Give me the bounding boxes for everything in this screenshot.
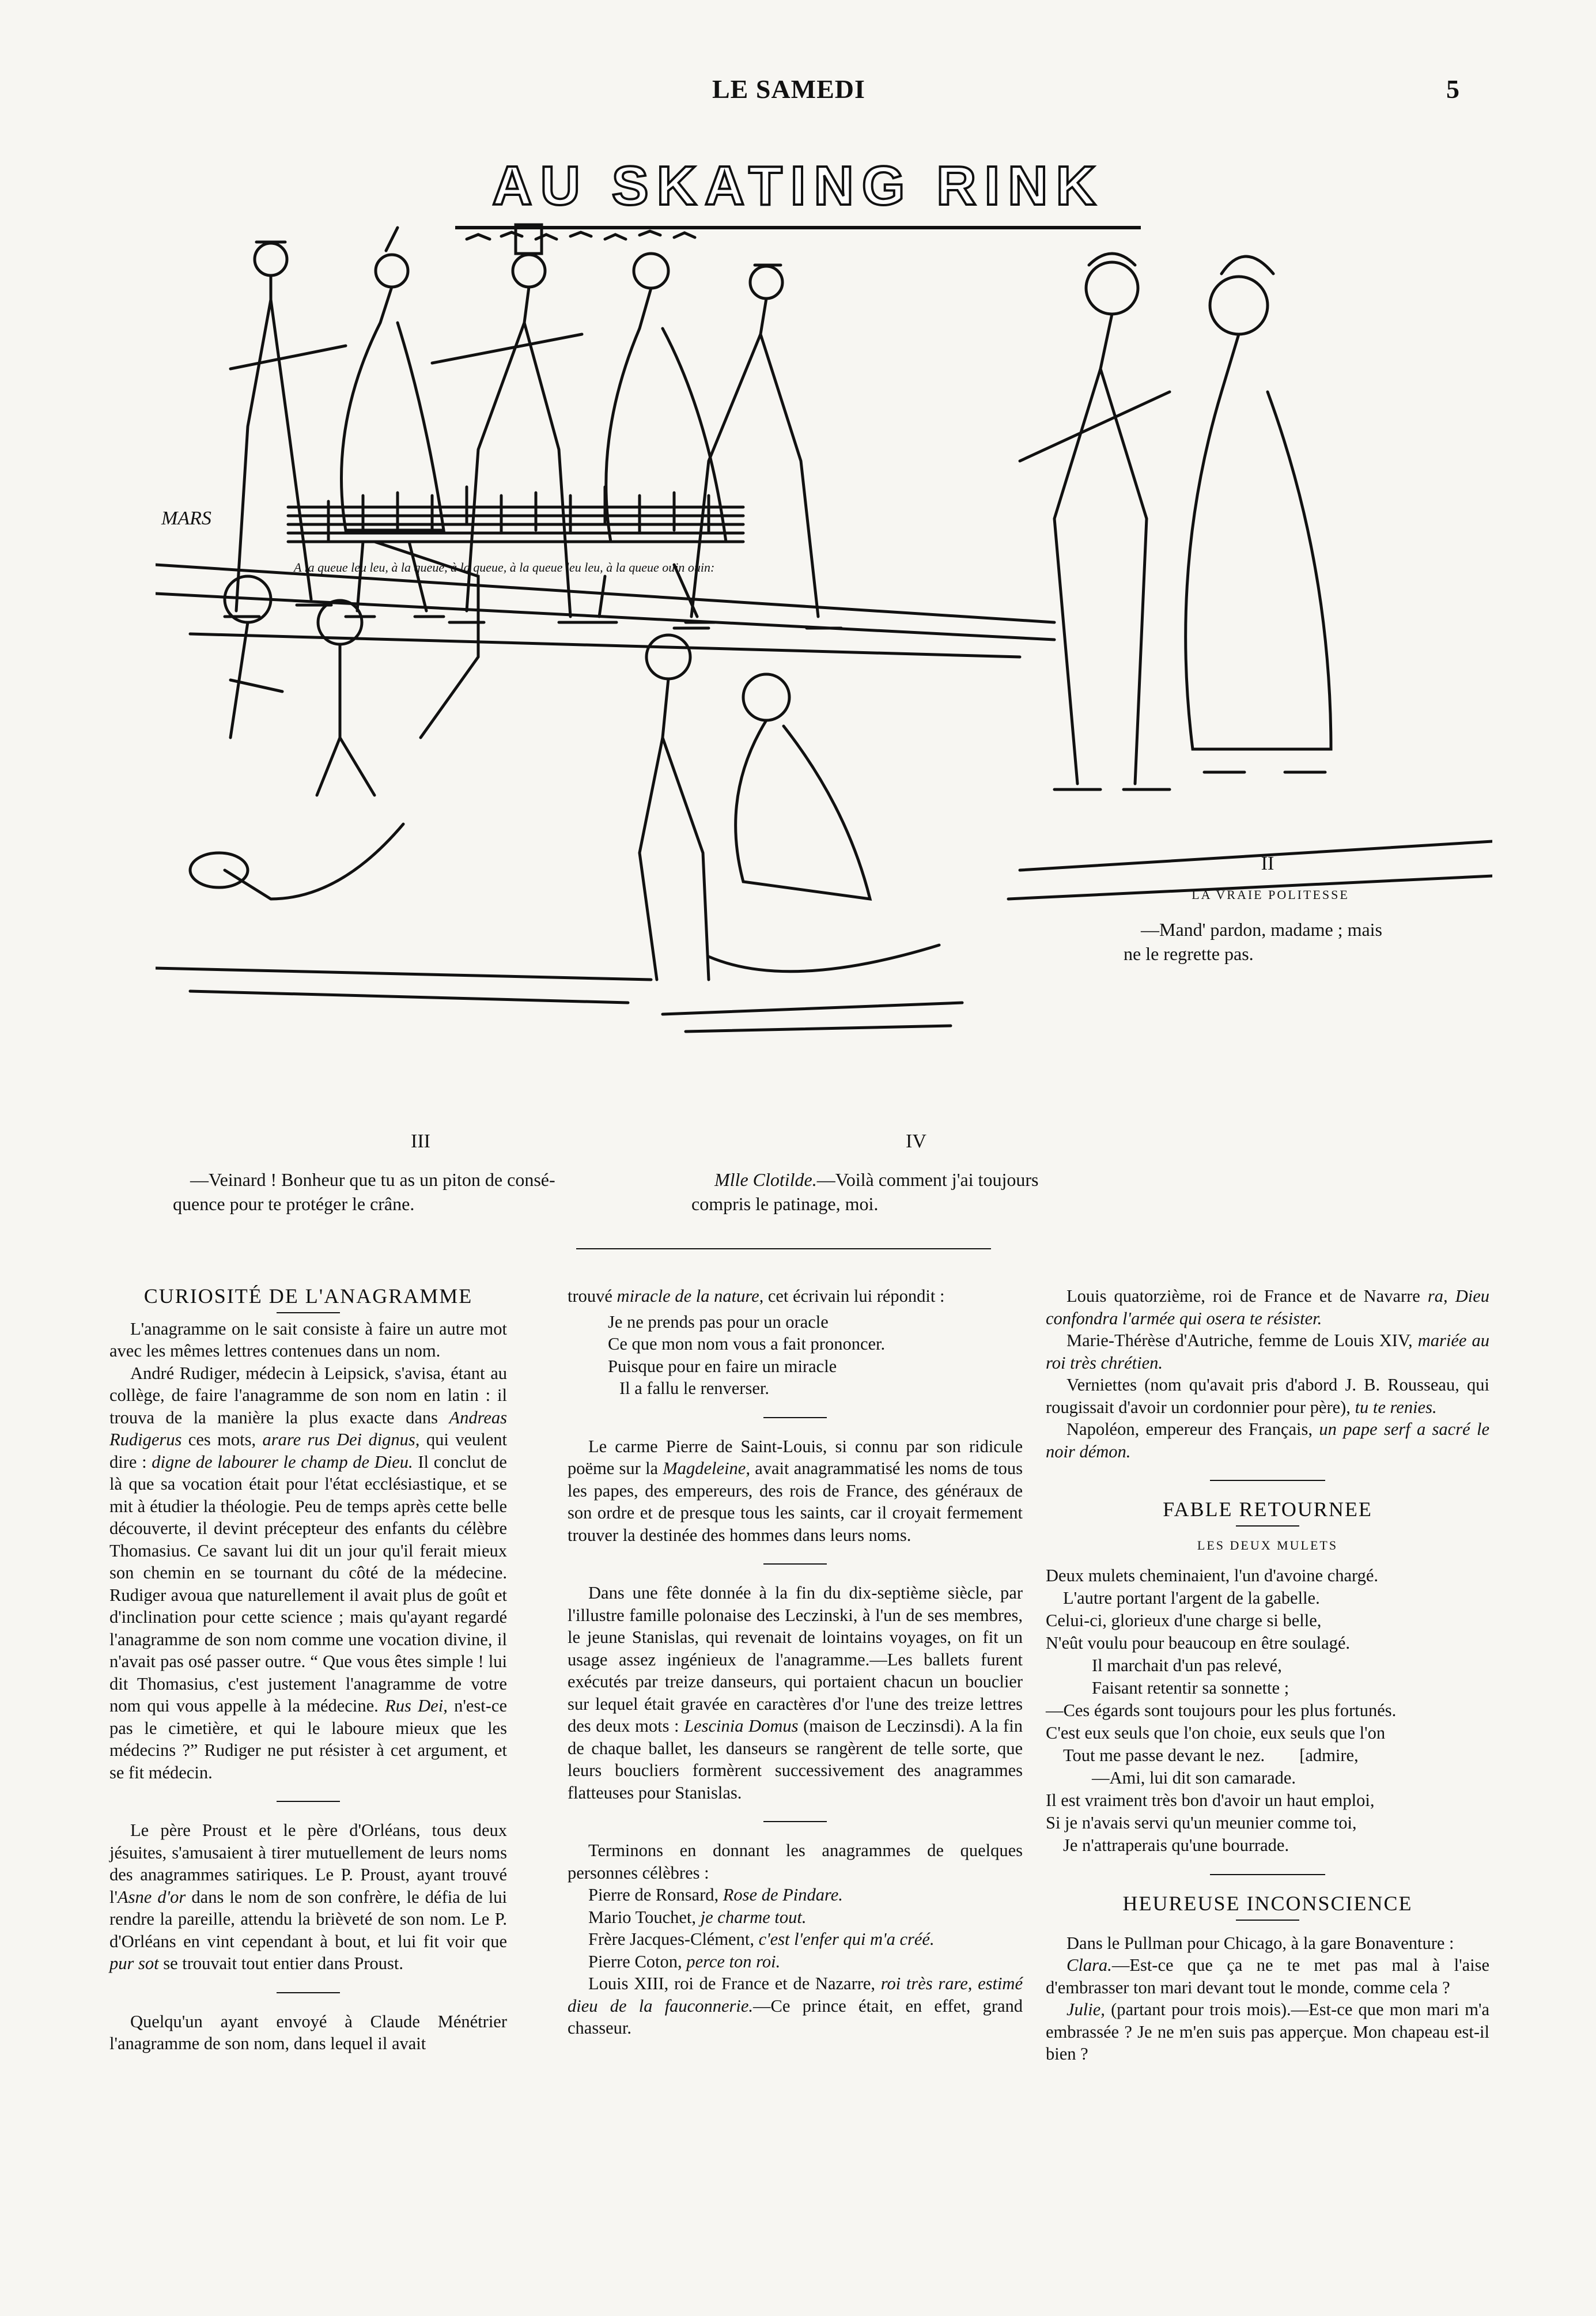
fable-line: Si je n'avais servi qu'un meunier comme toi, bbox=[1046, 1813, 1357, 1833]
anagram-line: Marie-Thérèse d'Autriche, femme de Louis XIV, mariée au roi très chrétien. bbox=[1046, 1331, 1489, 1373]
caption-iv-line-2: compris le patinage, moi. bbox=[691, 1193, 879, 1214]
divider bbox=[763, 1563, 827, 1565]
fable-line: N'eût voulu pour beaucoup en être soulagé. bbox=[1046, 1633, 1351, 1653]
caption-iii-text bbox=[173, 1168, 680, 1216]
dialogue-clara: Clara.—Est-ce que ça ne te met pas mal à l'aise d'embrasser ton mari devant tout le monde, comme cela ? bbox=[1046, 1955, 1489, 1997]
fable-text bbox=[1046, 1565, 1489, 1857]
divider bbox=[763, 1417, 827, 1418]
poem-line: Puisque pour en faire un miracle bbox=[608, 1356, 837, 1376]
caption-iv-number: IV bbox=[906, 1131, 926, 1152]
divider bbox=[1210, 1874, 1325, 1875]
page-number: 5 bbox=[1446, 74, 1460, 104]
fable-line: Celui-ci, glorieux d'une charge si belle, bbox=[1046, 1611, 1322, 1630]
music-lyrics: A la queue leu leu, à la queue, à la queue, à la queue leu leu, à la queue ouin ouin: bbox=[294, 560, 715, 575]
column-3 bbox=[1046, 1285, 1489, 2065]
fable-line: Je n'attraperais qu'une bourrade. bbox=[1063, 1835, 1289, 1855]
newspaper-name: LE SAMEDI bbox=[712, 74, 865, 104]
paragraph-terminons: Terminons en donnant les anagrammes de quelques personnes célèbres : bbox=[568, 1841, 1023, 1883]
paragraph-proust: Le père Proust et le père d'Orléans, tous deux jésuites, s'amusaient à tirer mutuellement de leurs noms des anagrammes satiriques. Le P. Proust, ayant trouvé l'Asne d'or dans le nom de son confrère, le défia de lui rendre la pareille, attendu la brièveté de son nom. Le P. d'Orléans en vint cependant à bout, et lui fit voir que pur sot se trouvait tout entier dans Proust. bbox=[109, 1820, 507, 1973]
fable-line: Deux mulets cheminaient, l'un d'avoine chargé. bbox=[1046, 1566, 1379, 1585]
divider bbox=[1236, 1920, 1299, 1921]
anagram-line: Pierre Coton, perce ton roi. bbox=[588, 1951, 781, 1971]
anagram-line: Frère Jacques-Clément, c'est l'enfer qui m'a créé. bbox=[588, 1929, 935, 1949]
divider bbox=[277, 1992, 340, 1993]
anagram-line: Pierre de Ronsard, Rose de Pindare. bbox=[588, 1885, 843, 1905]
section-separator bbox=[576, 1248, 991, 1249]
fable-subtitle: LES DEUX MULETS bbox=[1197, 1537, 1338, 1552]
heading-anagramme: CURIOSITÉ DE L'ANAGRAMME bbox=[143, 1284, 473, 1308]
page-title: AU SKATING RINK bbox=[492, 155, 1104, 217]
paragraph-menetrier: Quelqu'un ayant envoyé à Claude Ménétrier l'anagramme de son nom, dans lequel il avait bbox=[109, 2011, 507, 2053]
poem-line: Ce que mon nom vous a fait prononcer. bbox=[608, 1334, 886, 1354]
fable-line: Il est vraiment très bon d'avoir un haut emploi, bbox=[1046, 1790, 1375, 1810]
paragraph: Dans le Pullman pour Chicago, à la gare Bonaventure : bbox=[1066, 1933, 1454, 1953]
divider bbox=[1210, 1480, 1325, 1481]
caption-ii-title: LA VRAIE POLITESSE bbox=[1192, 887, 1349, 902]
caption-iii-line-2: quence pour te protéger le crâne. bbox=[173, 1193, 415, 1214]
fable-line: —Ces égards sont toujours pour les plus fortunés. bbox=[1046, 1701, 1397, 1720]
anagram-line: Napoléon, empereur des Français, un pape serf a sacré le noir démon. bbox=[1046, 1419, 1489, 1461]
fable-line: L'autre portant l'argent de la gabelle. bbox=[1063, 1588, 1320, 1608]
fable-line: C'est eux seuls que l'on choie, eux seuls que l'on bbox=[1046, 1723, 1386, 1743]
anagram-line: Verniettes (nom qu'avait pris d'abord J. B. Rousseau, qui rougissait d'avoir un cordonnier pour père), tu te renies. bbox=[1046, 1375, 1489, 1417]
poem bbox=[568, 1311, 1023, 1400]
skating-illustration bbox=[156, 219, 1492, 1118]
fable-line: —Ami, lui dit son camarade. bbox=[1092, 1768, 1296, 1788]
caption-ii-text bbox=[1124, 917, 1446, 966]
artist-signature: MARS bbox=[161, 508, 211, 529]
paragraph: trouvé miracle de la nature, cet écrivain lui répondit : bbox=[568, 1286, 945, 1306]
heading-fable: FABLE RETOURNEE bbox=[1163, 1498, 1372, 1521]
divider bbox=[763, 1821, 827, 1822]
poem-line: Il a fallu le renverser. bbox=[619, 1378, 769, 1398]
fable-line: Il marchait d'un pas relevé, bbox=[1092, 1656, 1282, 1675]
column-2 bbox=[568, 1285, 1023, 2039]
paragraph-carme: Le carme Pierre de Saint-Louis, si connu par son ridicule poëme sur la Magdeleine, avait anagrammatisé les noms de tous les papes, des empereurs, des rois de France, des généraux de son ordre et de presque tous les saints, car il croyait fermement trouver la destinée des hommes dans leurs noms. bbox=[568, 1436, 1023, 1545]
fable-line: Tout me passe devant le nez. [admire, bbox=[1063, 1745, 1359, 1765]
divider bbox=[277, 1312, 340, 1313]
divider bbox=[1236, 1525, 1299, 1527]
caption-iii-line-1: —Veinard ! Bonheur que tu as un piton de consé- bbox=[190, 1169, 555, 1190]
anagram-line: Louis XIII, roi de France et de Nazarre, roi très rare, estimé dieu de la fauconnerie.—Ce prince était, en effet, grand chasseur. bbox=[568, 1974, 1023, 2038]
paragraph-rudiger: André Rudiger, médecin à Leipsick, s'avisa, étant au collège, de faire l'anagramme de son nom en latin : il trouva de la manière la plus exacte dans Andreas Rudigerus ces mots, arare rus Dei dignus, qui veulent dire : digne de labourer le champ de Dieu. Il conclut de là que sa vocation était pour l'état ecclésiastique, et se mit à étudier la théologie. Peu de temps après cette belle découverte, il devint précepteur des enfants du célèbre Thomasius. Ce savant lui dit un jour qu'il ferait mieux son chemin en se tournant du côté de la médecine. Rudiger avoua que naturellement il avait plus de goût et d'inclination pour cette science ; mais qu'ayant regardé l'anagramme de son nom comme une vocation divine, il n'avait pas osé passer outre. “ Que vous êtes simple ! lui dit Thomasius, c'est justement l'anagramme de votre nom qui vous appelle à la médecine. Rus Dei, n'est-ce pas le cimetière, et qui le laboure mieux que les médecins ?” Rudiger ne put résister à cet argument, et se fit médecin. bbox=[109, 1363, 508, 1782]
caption-ii-number: II bbox=[1261, 853, 1274, 874]
caption-iv-text bbox=[691, 1168, 1152, 1216]
caption-iv-line-1: —Voilà comment j'ai toujours bbox=[816, 1169, 1039, 1190]
paragraph-leczinski: Dans une fête donnée à la fin du dix-septième siècle, par l'illustre famille polonaise des Leczinski, à l'un de ses membres, le jeune Stanislas, qui revenait de lointains voyages, on fit un usage assez ingénieux de l'anagramme.—Les ballets furent exécutés par treize danseurs, qui portaient chacun un bouclier sur lequel était gravée en caractères d'or l'une des treize lettres des deux mots : Lescinia Domus (maison de Leczinsdi). A la fin de chaque ballet, les danseurs se rangèrent de telle sorte, que leurs boucliers formèrent successivement des anagrammes flatteuses pour Stanislas. bbox=[568, 1583, 1023, 1803]
caption-ii-line-2: ne le regrette pas. bbox=[1124, 943, 1254, 964]
poem-line: Je ne prends pas pour un oracle bbox=[608, 1312, 829, 1332]
paragraph: L'anagramme on le sait consiste à faire un autre mot avec les mêmes lettres contenues dans un nom. bbox=[109, 1318, 507, 1361]
caption-iii-number: III bbox=[411, 1131, 430, 1152]
anagram-line: Mario Touchet, je charme tout. bbox=[588, 1907, 807, 1927]
caption-ii-line-1: —Mand' pardon, madame ; mais bbox=[1141, 919, 1382, 940]
dialogue-julie: Julie, (partant pour trois mois).—Est-ce que mon mari m'a embrassée ? Je ne m'en suis pas apperçue. Mon chapeau est-il bien ? bbox=[1046, 2000, 1489, 2064]
divider bbox=[277, 1801, 340, 1802]
fable-line: Faisant retentir sa sonnette ; bbox=[1092, 1678, 1289, 1698]
column-1 bbox=[109, 1285, 507, 2055]
caption-iv-speaker: Mlle Clotilde. bbox=[714, 1169, 817, 1190]
heading-inconscience: HEUREUSE INCONSCIENCE bbox=[1122, 1892, 1413, 1915]
anagram-line: Louis quatorzième, roi de France et de Navarre ra, Dieu confondra l'armée qui osera te résister. bbox=[1046, 1286, 1489, 1328]
